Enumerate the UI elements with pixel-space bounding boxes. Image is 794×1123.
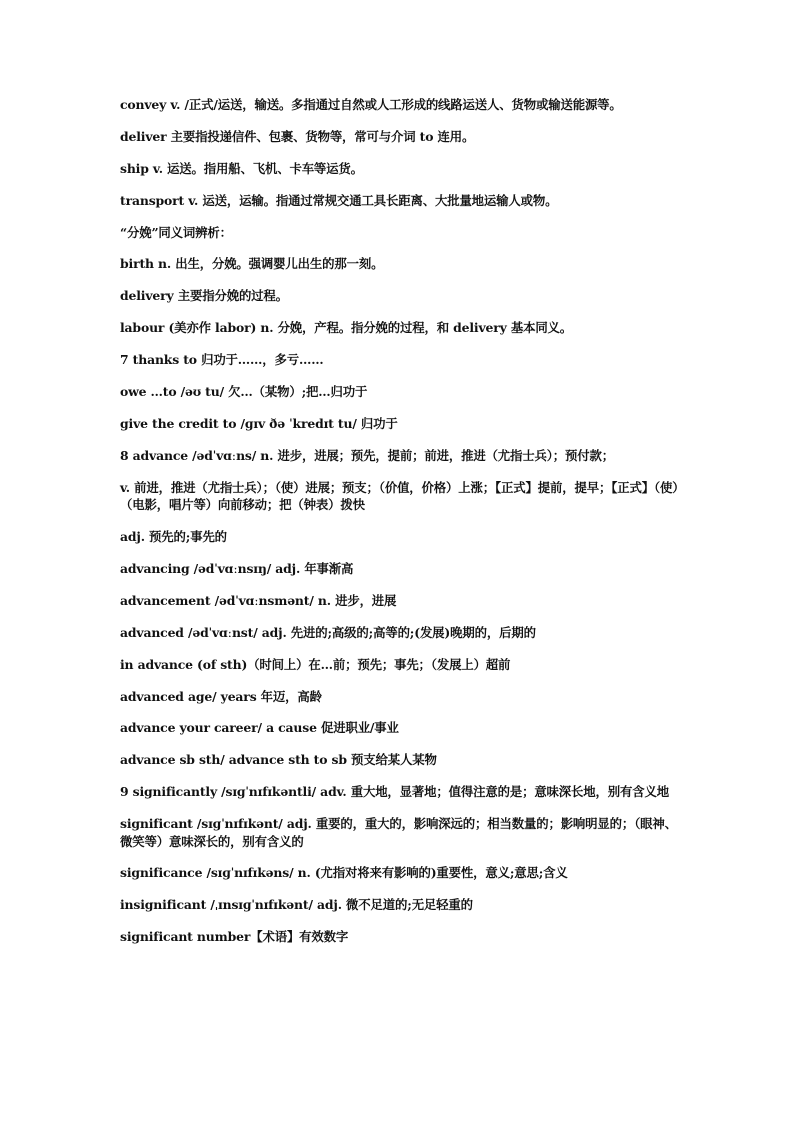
entry-advance-adj: adj. 预先的;事先的	[120, 529, 227, 545]
entry-advanced-age: advanced age/ years 年迈，高龄	[120, 688, 322, 704]
entry-significant-number: significant number【术语】有效数字	[120, 929, 349, 945]
entry-thanks-to: 7 thanks to 归功于……，多亏……	[120, 352, 324, 368]
entry-advanced: advanced /ədˈvɑːnst/ adj. 先进的;高级的;高等的;(发展)晚期的，后期的	[120, 624, 536, 640]
entry-advance-verb: v. 前进，推进（尤指士兵）；（使）进展；预支；（价值，价格）上涨；【正式】提前，提早；【正式】（使）（电影，唱片等）向前移动；把（钟表）拨快	[120, 479, 685, 513]
entry-birth: birth n. 出生，分娩。强调婴儿出生的那一刻。	[120, 256, 384, 272]
entry-advance-career: advance your career/ a cause 促进职业/事业	[120, 720, 399, 736]
entry-advance-sb-sth: advance sb sth/ advance sth to sb 预支给某人某物	[120, 752, 437, 768]
entry-significant: significant /sɪɡˈnɪfɪkənt/ adj. 重要的，重大的，影响深远的；相当数量的；影响明显的；（眼神、微笑等）意味深长的，别有含义的	[120, 816, 677, 849]
entry-delivery: delivery 主要指分娩的过程。	[120, 288, 288, 304]
entry-convey: convey v. /正式/运送，输送。多指通过自然或人工形成的线路运送人、货物或输送能源等。	[120, 97, 622, 112]
entry-ship: ship v. 运送。指用船、飞机、卡车等运货。	[120, 160, 363, 176]
entry-labour: labour (美亦作 labor) n. 分娩，产程。指分娩的过程，和 delivery 基本同义。	[120, 320, 573, 336]
entry-advance-noun: 8 advance /ədˈvɑːns/ n. 进步，进展；预先，提前；前进，推进（尤指士兵）；预付款；	[120, 447, 615, 463]
entry-in-advance: in advance (of sth)（时间上）在…前；预先；事先；（发展上）超前	[120, 656, 511, 672]
entry-deliver: deliver 主要指投递信件、包裹、货物等，常可与介词 to 连用。	[120, 128, 475, 144]
entry-advancing: advancing /ədˈvɑːnsɪŋ/ adj. 年事渐高	[120, 560, 354, 576]
entry-significantly: 9 significantly /sɪɡˈnɪfɪkəntli/ adv. 重大地，显著地；值得注意的是；意味深长地，别有含义地	[120, 784, 669, 800]
entry-significance: significance /sɪɡˈnɪfɪkəns/ n. (尤指对将来有影响的)重要性，意义;意思;含义	[120, 865, 568, 881]
entry-insignificant: insignificant /ˌɪnsɪɡˈnɪfɪkənt/ adj. 微不足道的;无足轻重的	[120, 897, 473, 913]
entry-give-the-credit-to: give the credit to /ɡɪv ðə ˈkredɪt tu/ 归功于	[120, 415, 398, 431]
entry-transport: transport v. 运送，运输。指通过常规交通工具长距离、大批量地运输人或物。	[120, 192, 558, 208]
entry-owe-to: owe …to /əʊ tu/ 欠…（某物）;把…归功于	[120, 384, 368, 400]
vocabulary-notes	[120, 96, 686, 960]
entry-advancement: advancement /ədˈvɑːnsmənt/ n. 进步，进展	[120, 592, 397, 608]
synonym-heading-childbirth: “分娩”同义词辨析：	[120, 224, 232, 240]
